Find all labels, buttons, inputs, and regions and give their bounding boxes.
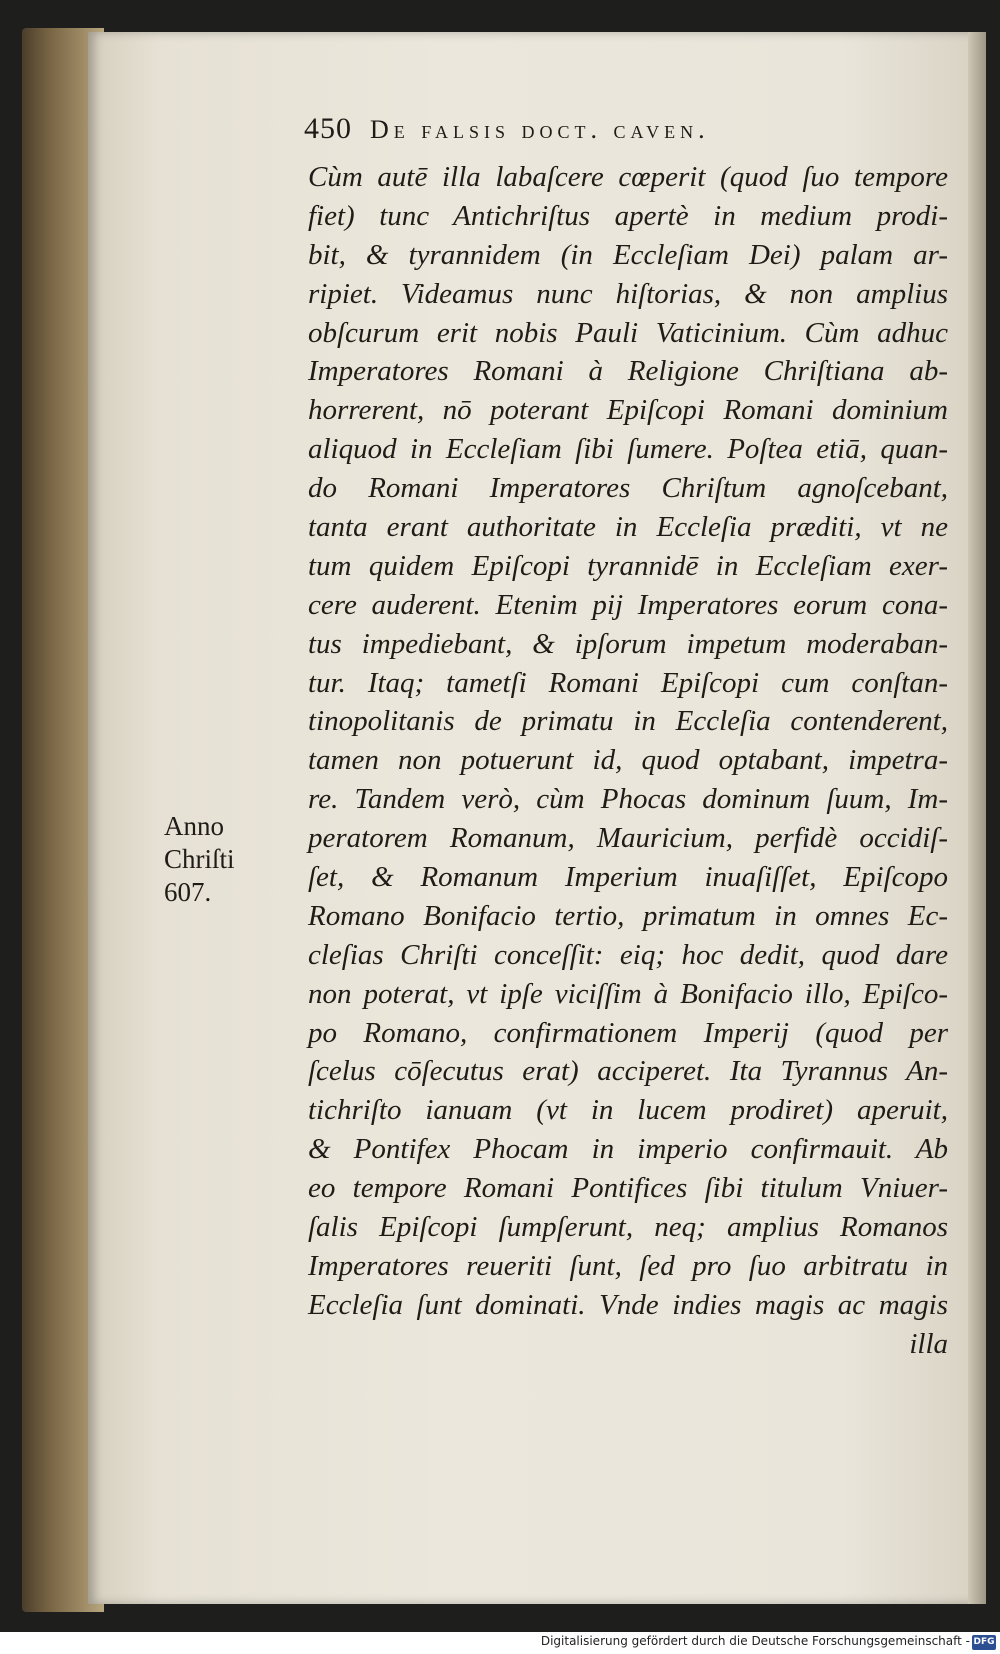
- text-line: eo tempore Romani Pontifices ſibi titulum Vniuer-: [308, 1172, 948, 1205]
- text-line: re. Tandem verò, cùm Phocas dominum ſuum, Im-: [308, 783, 948, 816]
- text-line: obſcurum erit nobis Pauli Vaticinium. Cùm adhuc: [308, 316, 948, 349]
- text-line: tur. Itaq; tametſi Romani Epiſcopi cum conſtan-: [308, 666, 948, 699]
- text-line: Cùm autē illa labaſcere cœperit (quod ſuo tempore: [308, 161, 948, 193]
- margin-note-line: Chriſti: [164, 844, 235, 874]
- text-line: tichriſto ianuam (vt in lucem prodiret) aperuit,: [308, 1094, 948, 1127]
- dfg-logo: DFG: [972, 1635, 996, 1650]
- text-line: Eccleſia ſunt dominati. Vnde indies magis ac magis: [308, 1288, 948, 1321]
- page-number: 450: [304, 112, 352, 145]
- text-line: aliquod in Eccleſiam ſibi ſumere. Poſtea etiā, quan-: [308, 433, 948, 466]
- text-line: cere auderent. Etenim pij Imperatores eorum cona-: [308, 588, 948, 621]
- footer-bar: [0, 1632, 1000, 1654]
- text-line: tus impediebant, & ipſorum impetum moderaban-: [308, 627, 948, 660]
- text-line: ſalis Epiſcopi ſumpſerunt, neq; amplius Romanos: [308, 1211, 948, 1244]
- text-line: Imperatores Romani à Religione Chriſtiana ab-: [308, 355, 948, 388]
- body-text: [308, 158, 948, 1364]
- text-line: Imperatores reueriti ſunt, ſed pro ſuo arbitratu in: [308, 1249, 948, 1282]
- text-line: do Romani Imperatores Chriſtum agnoſcebant,: [308, 472, 948, 505]
- text-line: & Pontifex Phocam in imperio confirmauit. Ab: [308, 1133, 948, 1166]
- text-line: tamen non potuerunt id, quod optabant, impetra-: [308, 744, 948, 777]
- text-line: tum quidem Epiſcopi tyrannidē in Eccleſiam exer-: [308, 549, 948, 582]
- text-line: cleſias Chriſti conceſſit: eiq; hoc dedit, quod dare: [308, 938, 948, 971]
- text-line: ſcelus cōſecutus erat) acciperet. Ita Tyrannus An-: [308, 1055, 948, 1088]
- text-line: fiet) tunc Antichriſtus apertè in medium prodi-: [308, 199, 948, 232]
- margin-note: [164, 810, 274, 909]
- text-line: Romano Bonifacio tertio, primatum in omnes Ec-: [308, 899, 948, 932]
- page-header: [304, 112, 924, 156]
- text-line: bit, & tyrannidem (in Eccleſiam Dei) palam ar-: [308, 238, 948, 271]
- catchword: illa: [909, 1327, 948, 1360]
- text-line: ripiet. Videamus nunc hiſtorias, & non amplius: [308, 277, 948, 310]
- margin-note-line: 607.: [164, 877, 212, 907]
- page-edge-shadow: [968, 32, 986, 1604]
- text-line: peratorem Romanum, Mauricium, perfidè occidiſ-: [308, 822, 948, 855]
- text-line: tanta erant authoritate in Eccleſia præditi, vt ne: [308, 511, 948, 544]
- text-line: ſet, & Romanum Imperium inuaſiſſet, Epiſcopo: [308, 861, 948, 894]
- running-title: De falsis doct. caven.: [370, 115, 710, 144]
- text-line: non poterat, vt ipſe viciſſim à Bonifacio illo, Epiſco-: [308, 977, 948, 1010]
- funding-credit: Digitalisierung gefördert durch die Deutsche Forschungsgemeinschaft -: [540, 1634, 970, 1648]
- margin-note-line: Anno: [164, 811, 224, 841]
- text-line: tinopolitanis de primatu in Eccleſia contenderent,: [308, 705, 948, 738]
- text-line: po Romano, confirmationem Imperij (quod per: [308, 1016, 948, 1049]
- text-line: horrerent, nō poterant Epiſcopi Romani dominium: [308, 394, 948, 427]
